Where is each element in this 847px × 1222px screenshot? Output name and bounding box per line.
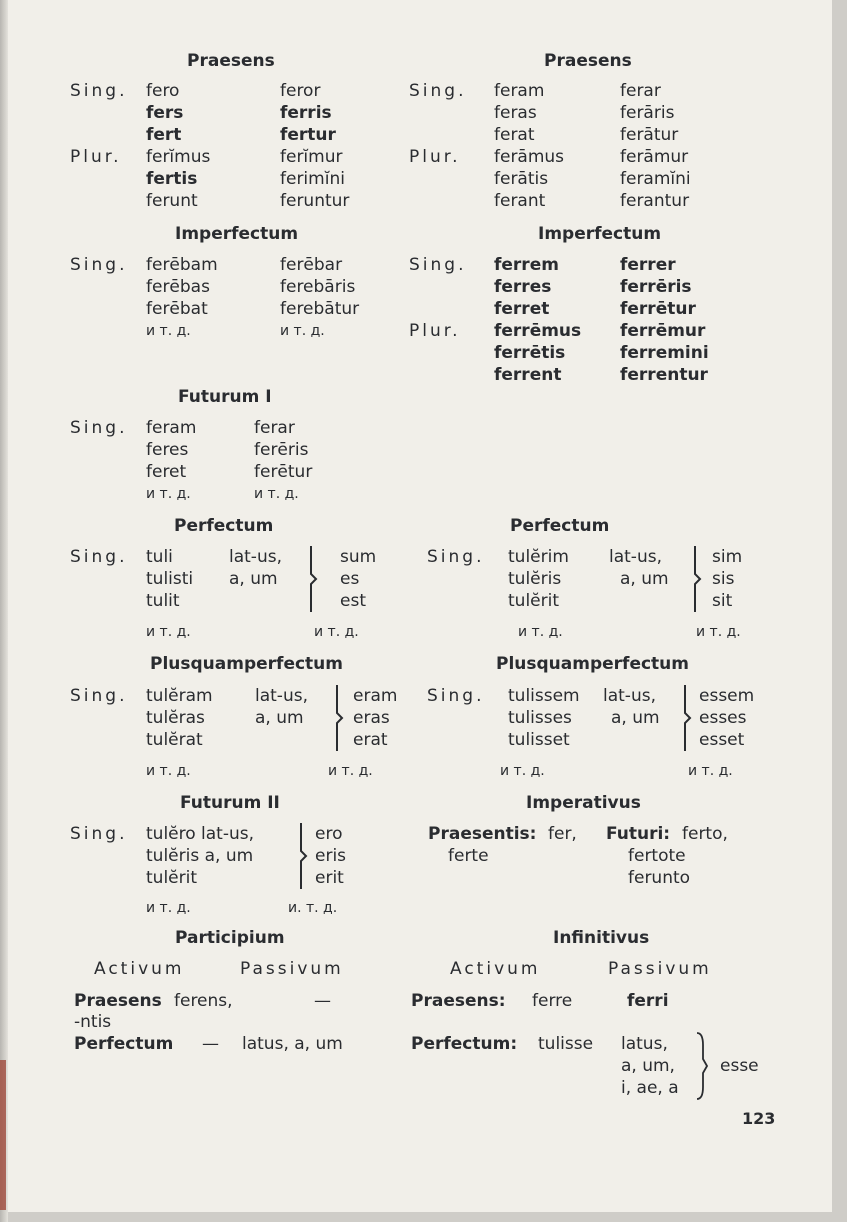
brace-icon xyxy=(333,683,347,753)
form: ferrēmur xyxy=(620,321,706,341)
form: tulissem xyxy=(508,686,580,706)
page-number: 123 xyxy=(742,1109,776,1128)
form: tulĕrit xyxy=(508,591,559,611)
form: ferunto xyxy=(628,868,691,888)
etc: и т. д. xyxy=(254,486,299,502)
form: ferrent xyxy=(494,365,562,385)
brace-icon xyxy=(691,544,705,614)
heading-plusquamperfectum-subjunctive: Plusquamperfectum xyxy=(496,654,689,674)
form: a, um, xyxy=(621,1056,675,1076)
form: tulĕrit xyxy=(146,868,197,888)
praesens-label: Praesens: xyxy=(411,991,506,1011)
etc: и т. д. xyxy=(146,624,191,640)
etc: и т. д. xyxy=(314,624,359,640)
form: tuli xyxy=(146,547,173,567)
book-spine-shadow xyxy=(0,0,8,1222)
aux: essem xyxy=(699,686,755,706)
etc: и т. д. xyxy=(500,763,545,779)
form: feram xyxy=(494,81,545,101)
aux: sis xyxy=(712,569,735,589)
aux: est xyxy=(340,591,366,611)
aux: esse xyxy=(720,1056,759,1076)
form: fertis xyxy=(146,169,198,189)
form: feror xyxy=(280,81,321,101)
participle: a, um xyxy=(620,569,669,589)
heading-perfectum-indicative: Perfectum xyxy=(174,516,274,536)
brace-icon xyxy=(307,544,321,614)
form: ferimĭni xyxy=(280,169,345,189)
sing-label: Sing. xyxy=(70,824,128,844)
sing-label: Sing. xyxy=(427,686,485,706)
form: ferāmur xyxy=(620,147,689,167)
etc: и т. д. xyxy=(146,323,191,339)
participle: a, um xyxy=(229,569,278,589)
form: i, ae, a xyxy=(621,1078,679,1098)
form: ferunt xyxy=(146,191,198,211)
aux: erat xyxy=(353,730,388,750)
form: ferātis xyxy=(494,169,549,189)
form: ferres xyxy=(494,277,552,297)
form: feras xyxy=(494,103,537,123)
participle: a, um xyxy=(611,708,660,728)
etc: и т. д. xyxy=(146,763,191,779)
form: ferat xyxy=(494,125,535,145)
activum-label: Activum xyxy=(450,959,541,979)
sing-label: Sing. xyxy=(70,255,128,275)
form: ferens, xyxy=(174,991,233,1011)
form: tulĕris xyxy=(508,569,562,589)
form: ferēbas xyxy=(146,277,210,297)
form: ferātur xyxy=(620,125,679,145)
book-page xyxy=(8,0,832,1212)
etc: и т. д. xyxy=(328,763,373,779)
participle: lat-us, xyxy=(609,547,662,567)
form: ferāmus xyxy=(494,147,565,167)
form: ferrem xyxy=(494,255,559,275)
praesentis-label: Praesentis: xyxy=(428,824,537,844)
aux: sim xyxy=(712,547,743,567)
form: ferret xyxy=(494,299,550,319)
etc: и т. д. xyxy=(518,624,563,640)
form: ferētur xyxy=(254,462,313,482)
form: ferrentur xyxy=(620,365,708,385)
aux: es xyxy=(340,569,360,589)
brace-icon xyxy=(694,1031,708,1101)
form: ferant xyxy=(494,191,546,211)
aux: eram xyxy=(353,686,398,706)
form: ferrēris xyxy=(620,277,692,297)
heading-plusquamperfectum-indicative: Plusquamperfectum xyxy=(150,654,343,674)
form: ferrer xyxy=(620,255,676,275)
form: ferebāris xyxy=(280,277,356,297)
etc: и т. д. xyxy=(146,486,191,502)
form: ferto, xyxy=(682,824,728,844)
participle: lat-us, xyxy=(255,686,308,706)
form: ferrētis xyxy=(494,343,566,363)
etc: и т. д. xyxy=(146,900,191,916)
sing-label: Sing. xyxy=(70,547,128,567)
participle: lat-us, xyxy=(229,547,282,567)
activum-label: Activum xyxy=(94,959,185,979)
aux: esset xyxy=(699,730,745,750)
form: tulisses xyxy=(508,708,572,728)
form: ferris xyxy=(280,103,332,123)
form: -ntis xyxy=(74,1012,112,1032)
praesens-label: Praesens xyxy=(74,991,162,1011)
perfectum-label: Perfectum: xyxy=(411,1034,518,1054)
dash: — xyxy=(314,991,331,1011)
sing-label: Sing. xyxy=(427,547,485,567)
passivum-label: Passivum xyxy=(608,959,712,979)
etc: и. т. д. xyxy=(288,900,338,916)
form: fert xyxy=(146,125,182,145)
heading-infinitivus: Infinitivus xyxy=(553,928,650,948)
form: ferāris xyxy=(620,103,675,123)
form: ferēbam xyxy=(146,255,218,275)
form: feram xyxy=(146,418,197,438)
etc: и т. д. xyxy=(696,624,741,640)
brace-icon xyxy=(297,821,311,891)
etc: и т. д. xyxy=(280,323,325,339)
form: tulĕram xyxy=(146,686,213,706)
form: ferĭmur xyxy=(280,147,343,167)
form: fer, xyxy=(548,824,577,844)
form: fertur xyxy=(280,125,336,145)
form: ferēbat xyxy=(146,299,208,319)
form: tulisti xyxy=(146,569,194,589)
form: tulit xyxy=(146,591,180,611)
participle: lat-us, xyxy=(603,686,656,706)
dash: — xyxy=(202,1034,219,1054)
sing-label: Sing. xyxy=(70,418,128,438)
brace-icon xyxy=(681,683,695,753)
perfectum-label: Perfectum xyxy=(74,1034,174,1054)
aux: erit xyxy=(315,868,344,888)
sing-label: Sing. xyxy=(409,255,467,275)
form: ferēbar xyxy=(280,255,343,275)
aux: sit xyxy=(712,591,733,611)
form: feres xyxy=(146,440,189,460)
aux: eris xyxy=(315,846,347,866)
form: feruntur xyxy=(280,191,350,211)
form: tulĕras xyxy=(146,708,205,728)
sing-label: Sing. xyxy=(409,81,467,101)
form: ferri xyxy=(627,991,669,1011)
sing-label: Sing. xyxy=(70,81,128,101)
form: latus, xyxy=(621,1034,668,1054)
form: tulisset xyxy=(508,730,570,750)
form: ferantur xyxy=(620,191,690,211)
form: ferrētur xyxy=(620,299,696,319)
sing-label: Sing. xyxy=(70,686,128,706)
form: ferēris xyxy=(254,440,309,460)
participle: a, um xyxy=(255,708,304,728)
heading-futurum-1: Futurum I xyxy=(178,387,272,407)
heading-praesens-subjunctive: Praesens xyxy=(544,51,632,71)
plur-label: Plur. xyxy=(409,147,461,167)
form: tulisse xyxy=(538,1034,594,1054)
heading-praesens-indicative: Praesens xyxy=(187,51,275,71)
heading-imperfectum-indicative: Imperfectum xyxy=(175,224,299,244)
form: ferre xyxy=(532,991,573,1011)
spine-mark xyxy=(0,1060,6,1210)
form: feret xyxy=(146,462,187,482)
form: ferremini xyxy=(620,343,709,363)
passivum-label: Passivum xyxy=(240,959,344,979)
futuri-label: Futuri: xyxy=(606,824,671,844)
etc: и т. д. xyxy=(688,763,733,779)
heading-imperativus: Imperativus xyxy=(526,793,641,813)
aux: esses xyxy=(699,708,747,728)
heading-participium: Participium xyxy=(175,928,285,948)
aux: ero xyxy=(315,824,343,844)
aux: eras xyxy=(353,708,390,728)
heading-imperfectum-subjunctive: Imperfectum xyxy=(538,224,662,244)
heading-perfectum-subjunctive: Perfectum xyxy=(510,516,610,536)
heading-futurum-2: Futurum II xyxy=(180,793,280,813)
form: tulĕris a, um xyxy=(146,846,254,866)
form: fers xyxy=(146,103,184,123)
form: fertote xyxy=(628,846,686,866)
form: fero xyxy=(146,81,180,101)
form: ferar xyxy=(620,81,661,101)
form: tulĕro lat-us, xyxy=(146,824,255,844)
form: ferrēmus xyxy=(494,321,582,341)
form: latus, a, um xyxy=(242,1034,343,1054)
plur-label: Plur. xyxy=(70,147,122,167)
form: ferĭmus xyxy=(146,147,211,167)
form: ferar xyxy=(254,418,295,438)
form: feramĭni xyxy=(620,169,691,189)
plur-label: Plur. xyxy=(409,321,461,341)
form: ferte xyxy=(448,846,489,866)
form: ferebātur xyxy=(280,299,360,319)
form: tulĕrat xyxy=(146,730,203,750)
form: tulĕrim xyxy=(508,547,569,567)
aux: sum xyxy=(340,547,377,567)
